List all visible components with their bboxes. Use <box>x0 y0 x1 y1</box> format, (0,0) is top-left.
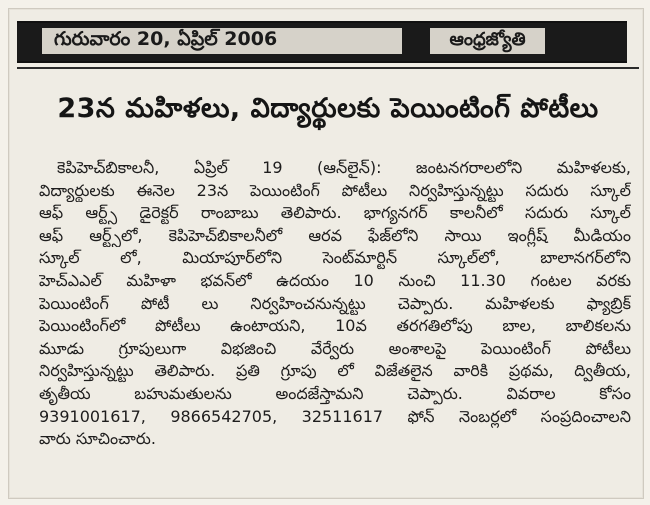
article-body <box>39 157 631 451</box>
header-rule <box>17 67 639 69</box>
article-headline: 23న మహిళలు, విద్యార్థులకు పెయింటింగ్ పోటీలు <box>57 93 599 124</box>
article-line: పెయింటింగ్ పోటీ లు నిర్వహించనున్నట్టు చెప్పారు. మహిళలకు ఫ్యాబ్రిక్ <box>39 293 631 313</box>
article-line: కెపిహెచ్‌బికాలనీ, ఏప్రిల్ 19 (ఆన్‌లైన్): జంటనగరాలలోని మహిళలకు, <box>57 158 631 177</box>
article-line: నిర్వహిస్తున్నట్టు తెలిపారు. ప్రతి గ్రూపు లో విజేతలైన వారికి ప్రథమ, ద్వితీయ, <box>39 361 631 381</box>
newspaper-clipping <box>8 8 644 499</box>
article-line: ఆఫ్ ఆర్ట్స్‌లో, కెపిహెచ్‌బికాలనీలో ఆరవ ఫేజ్‌లోని సాయి ఇంగ్లీష్ మీడియం <box>39 225 631 245</box>
newspaper-name: ఆంధ్రజ్యోతి <box>430 28 545 54</box>
article-line: తృతీయ బహుమతులను అందజేస్తామని చెప్పారు. వివరాల కోసం <box>39 383 631 403</box>
article-line: విద్యార్థులకు ఈనెల 23న పెయింటింగ్ పోటీలు నిర్వహిస్తున్నట్టు సదురు స్కూల్ <box>39 180 631 200</box>
header-bar <box>17 21 627 63</box>
article-line: పెయింటింగ్‌లో పోటీలు ఉంటాయని, 10వ తరగతిలోపు బాల, బాలికలను <box>39 316 631 336</box>
article-line: హెచ్‌ఎఎల్ మహిళా భవన్‌లో ఉదయం 10 నుంచి 11.30 గంటల వరకు <box>39 270 631 290</box>
date-line: గురువారం 20, ఏప్రిల్ 2006 <box>42 28 402 54</box>
article-line: వారు సూచించారు. <box>39 429 156 449</box>
article-line: స్కూల్ లో, మియాపూర్‌లోని సెంట్‌మార్టిన్ స్కూల్‌లో, బాలానగర్‌లోని <box>39 248 631 268</box>
article-line: మూడు గ్రూపులుగా విభజించి వేర్వేరు అంశాలపై పెయింటింగ్ పోటీలు <box>39 338 631 358</box>
article-line: ఆఫ్ ఆర్ట్స్ డైరెక్టర్ రాంబాబు తెలిపారు. భాగ్యనగర్ కాలనీలో సదురు స్కూల్ <box>39 203 631 223</box>
article-line: 9391001617, 9866542705, 32511617 ఫోన్ నెంబర్లలో సంప్రదించాలని <box>39 406 631 426</box>
